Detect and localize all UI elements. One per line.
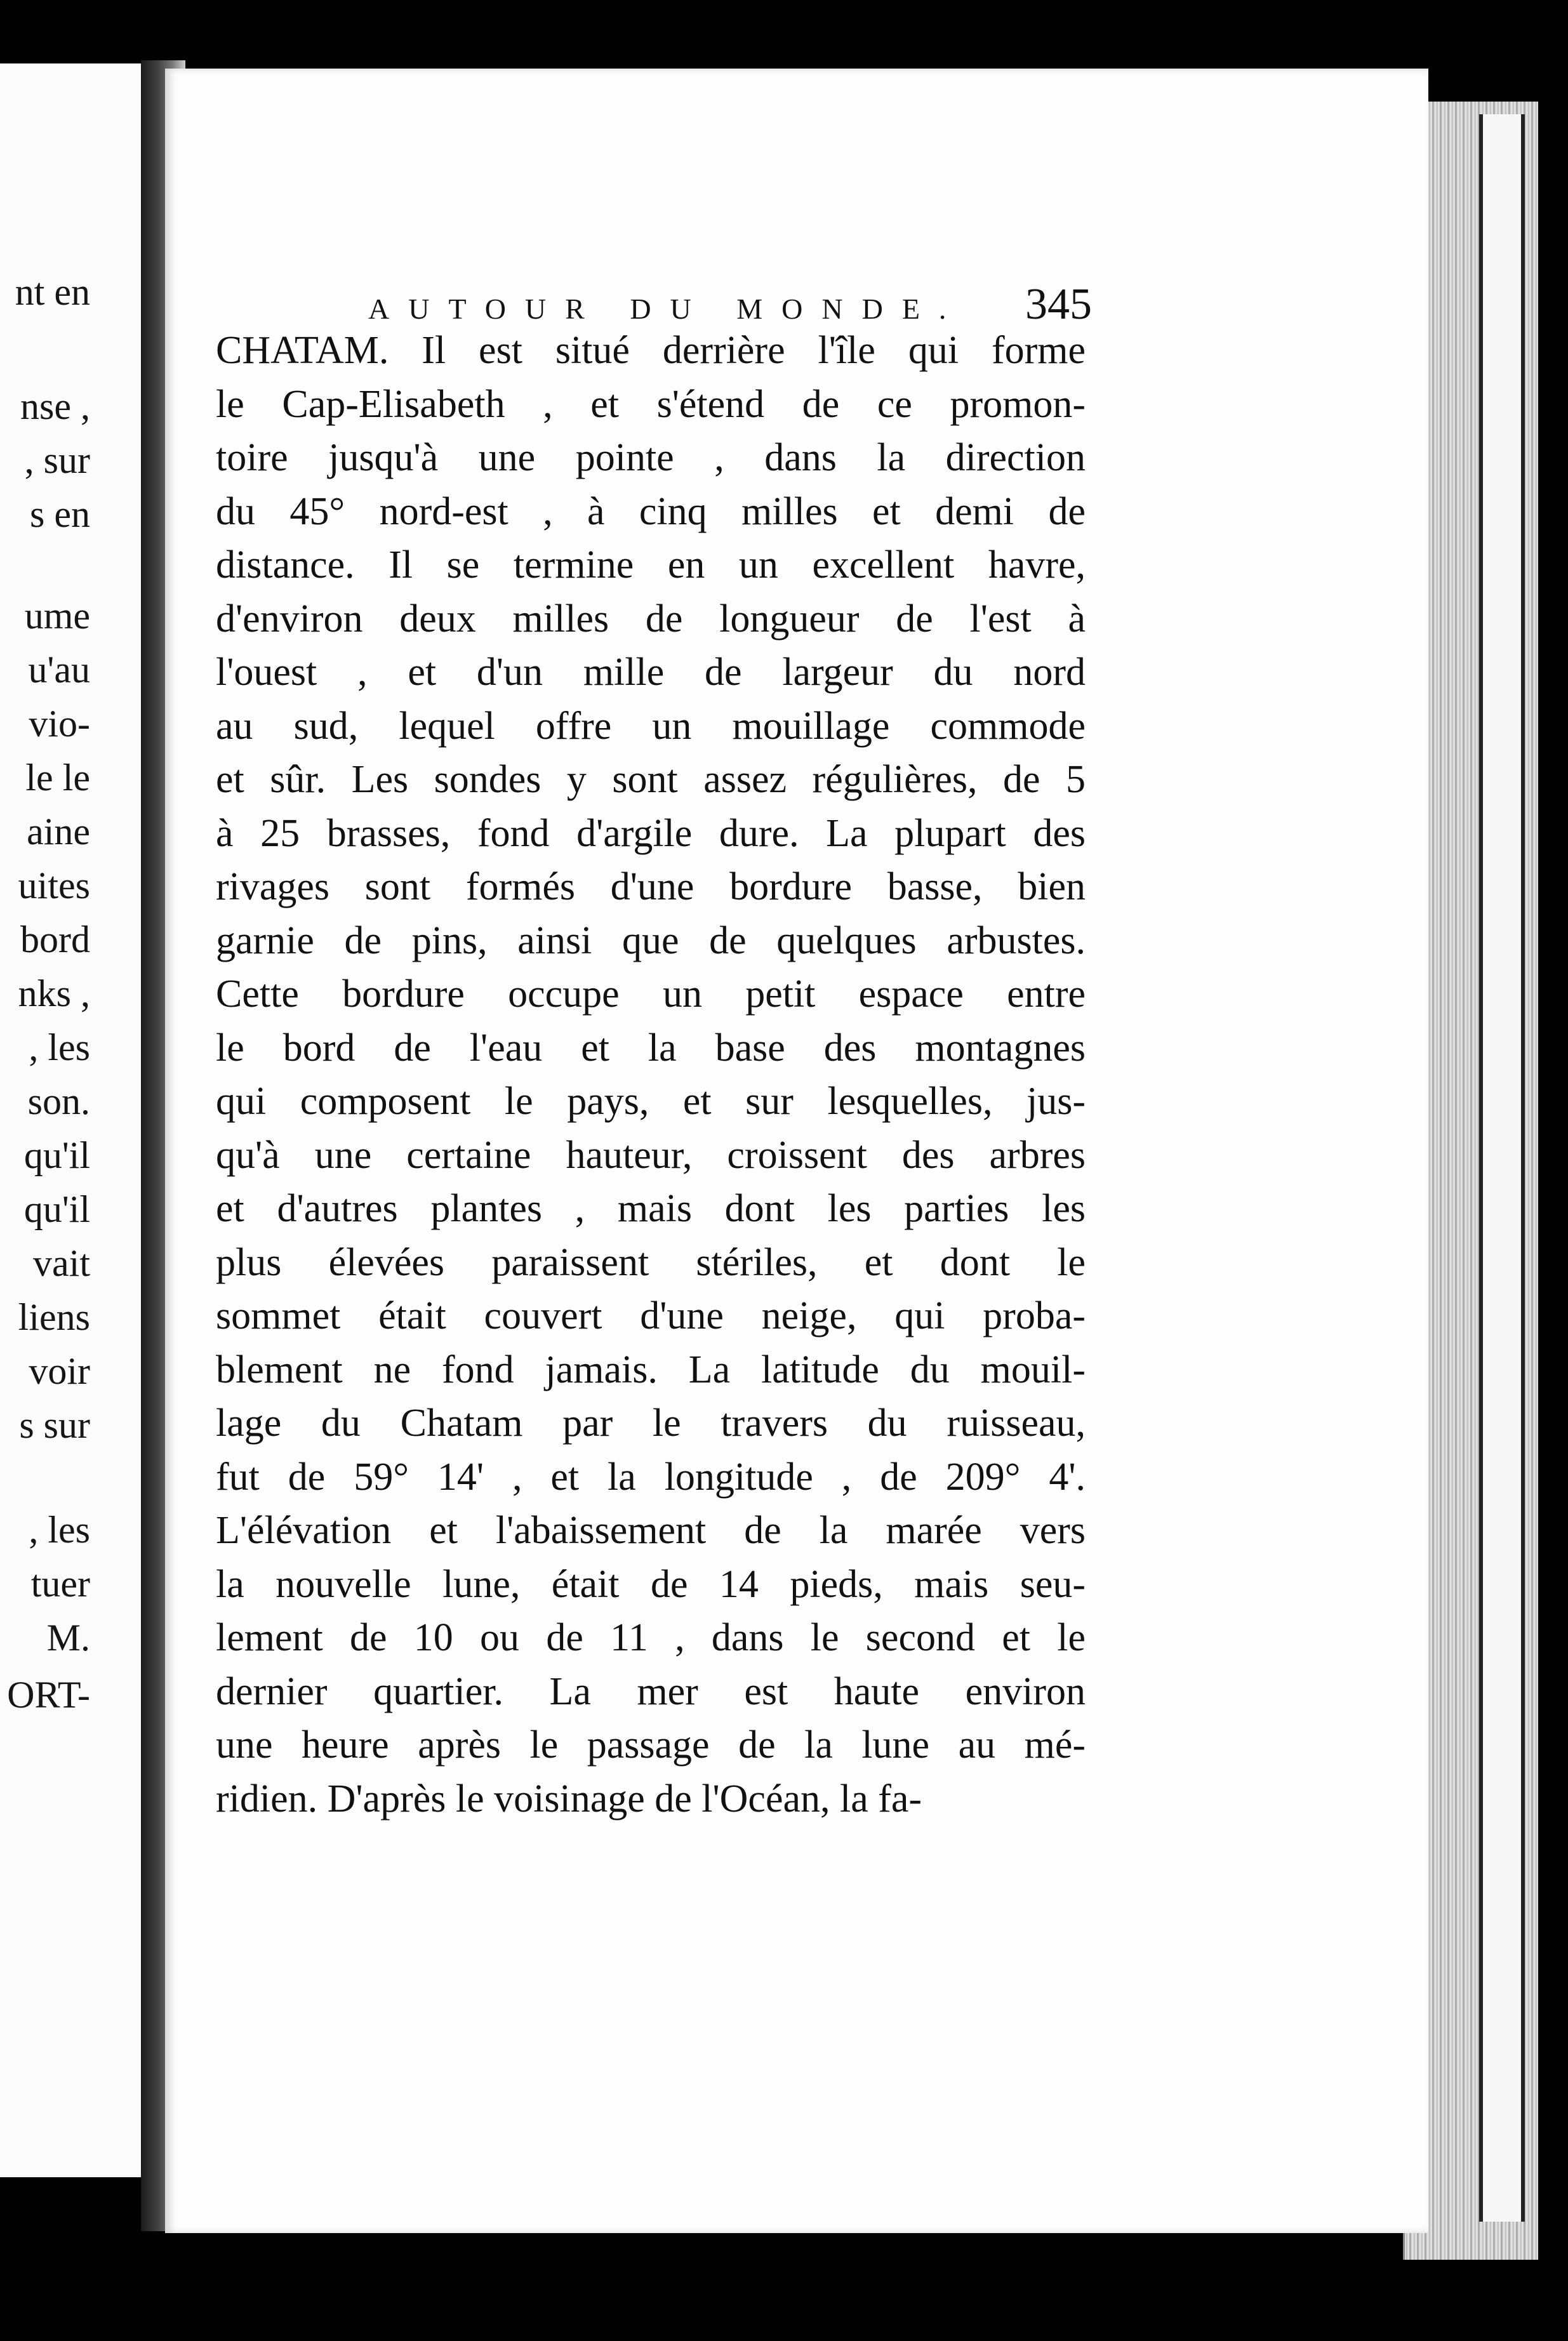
left-page-fragment: nt en <box>15 271 90 313</box>
page-header <box>368 279 1092 330</box>
left-page-fragment: qu'il <box>23 1188 90 1230</box>
text-line: plus élevées paraissent stériles, et dont le <box>216 1240 1086 1284</box>
text-line: le Cap-Elisabeth , et s'étend de ce promon- <box>216 382 1086 426</box>
text-line: d'environ deux milles de longueur de l'est à <box>216 597 1086 640</box>
text-line: le bord de l'eau et la base des montagnes <box>216 1026 1086 1070</box>
left-page-fragment: nks , <box>18 972 90 1014</box>
text-line: au sud, lequel offre un mouillage commode <box>216 704 1086 748</box>
page-edge-binding <box>1479 114 1525 2222</box>
text-line: rivages sont formés d'une bordure basse, bien <box>216 865 1086 908</box>
left-page-fragment: aine <box>27 811 90 852</box>
text-line: blement ne fond jamais. La latitude du mouil- <box>216 1348 1086 1391</box>
text-line: du 45° nord-est , à cinq milles et demi de <box>216 489 1086 533</box>
text-line: CHATAM. Il est situé derrière l'île qui forme <box>216 329 1086 372</box>
left-page-fragment: liens <box>18 1296 90 1338</box>
left-page-fragment: , les <box>29 1026 90 1068</box>
left-page-fragment: tuer <box>30 1563 90 1605</box>
text-line: distance. Il se termine en un excellent havre, <box>216 543 1086 587</box>
left-page-fragment: son. <box>27 1080 90 1122</box>
left-page-fragment: le le <box>25 757 90 799</box>
running-title: AUTOUR DU MONDE. <box>368 293 966 325</box>
text-line: Cette bordure occupe un petit espace entre <box>216 972 1086 1016</box>
body-text <box>216 324 1086 1826</box>
text-line: ridien. D'après le voisinage de l'Océan, la fa- <box>216 1777 922 1820</box>
text-line: toire jusqu'à une pointe , dans la direction <box>216 436 1086 479</box>
left-page-fragment: qu'il <box>23 1134 90 1176</box>
text-line: qui composent le pays, et sur lesquelles, jus- <box>216 1080 1086 1123</box>
left-page-fragment: s sur <box>19 1404 90 1446</box>
text-line: dernier quartier. La mer est haute environ <box>216 1669 1086 1713</box>
left-page-fragment: s en <box>30 493 90 535</box>
text-line: la nouvelle lune, était de 14 pieds, mais seu- <box>216 1562 1086 1606</box>
previous-page-fragment <box>0 63 143 2177</box>
left-page-fragment: ume <box>24 595 90 637</box>
text-line: l'ouest , et d'un mille de largeur du nord <box>216 651 1086 694</box>
left-page-fragment: , sur <box>24 439 90 481</box>
left-page-fragment: vio- <box>29 703 90 745</box>
left-page-fragment: ORT- <box>7 1674 90 1716</box>
text-line: lage du Chatam par le travers du ruisseau, <box>216 1402 1086 1445</box>
text-line: une heure après le passage de la lune au mé- <box>216 1723 1086 1767</box>
left-page-fragment: u'au <box>28 649 90 691</box>
left-page-fragment: , les <box>29 1509 90 1551</box>
left-page-fragment: vait <box>33 1242 90 1284</box>
left-page-fragment: voir <box>29 1350 90 1392</box>
text-line: garnie de pins, ainsi que de quelques arbustes. <box>216 918 1086 962</box>
text-line: et d'autres plantes , mais dont les parties les <box>216 1187 1086 1230</box>
text-line: lement de 10 ou de 11 , dans le second et le <box>216 1616 1086 1659</box>
left-page-fragment: M. <box>46 1617 90 1659</box>
text-line: fut de 59° 14' , et la longitude , de 209° 4'. <box>216 1455 1086 1499</box>
text-line: à 25 brasses, fond d'argile dure. La plupart des <box>216 811 1086 855</box>
text-line: qu'à une certaine hauteur, croissent des arbres <box>216 1133 1086 1177</box>
text-line: L'élévation et l'abaissement de la marée vers <box>216 1509 1086 1552</box>
left-page-fragment: uites <box>18 865 90 906</box>
page-number: 345 <box>1025 280 1092 329</box>
text-line: sommet était couvert d'une neige, qui proba- <box>216 1294 1086 1337</box>
left-page-fragment: nse , <box>20 385 90 427</box>
text-line: et sûr. Les sondes y sont assez régulières, de 5 <box>216 758 1086 801</box>
left-page-fragment: bord <box>20 918 90 960</box>
